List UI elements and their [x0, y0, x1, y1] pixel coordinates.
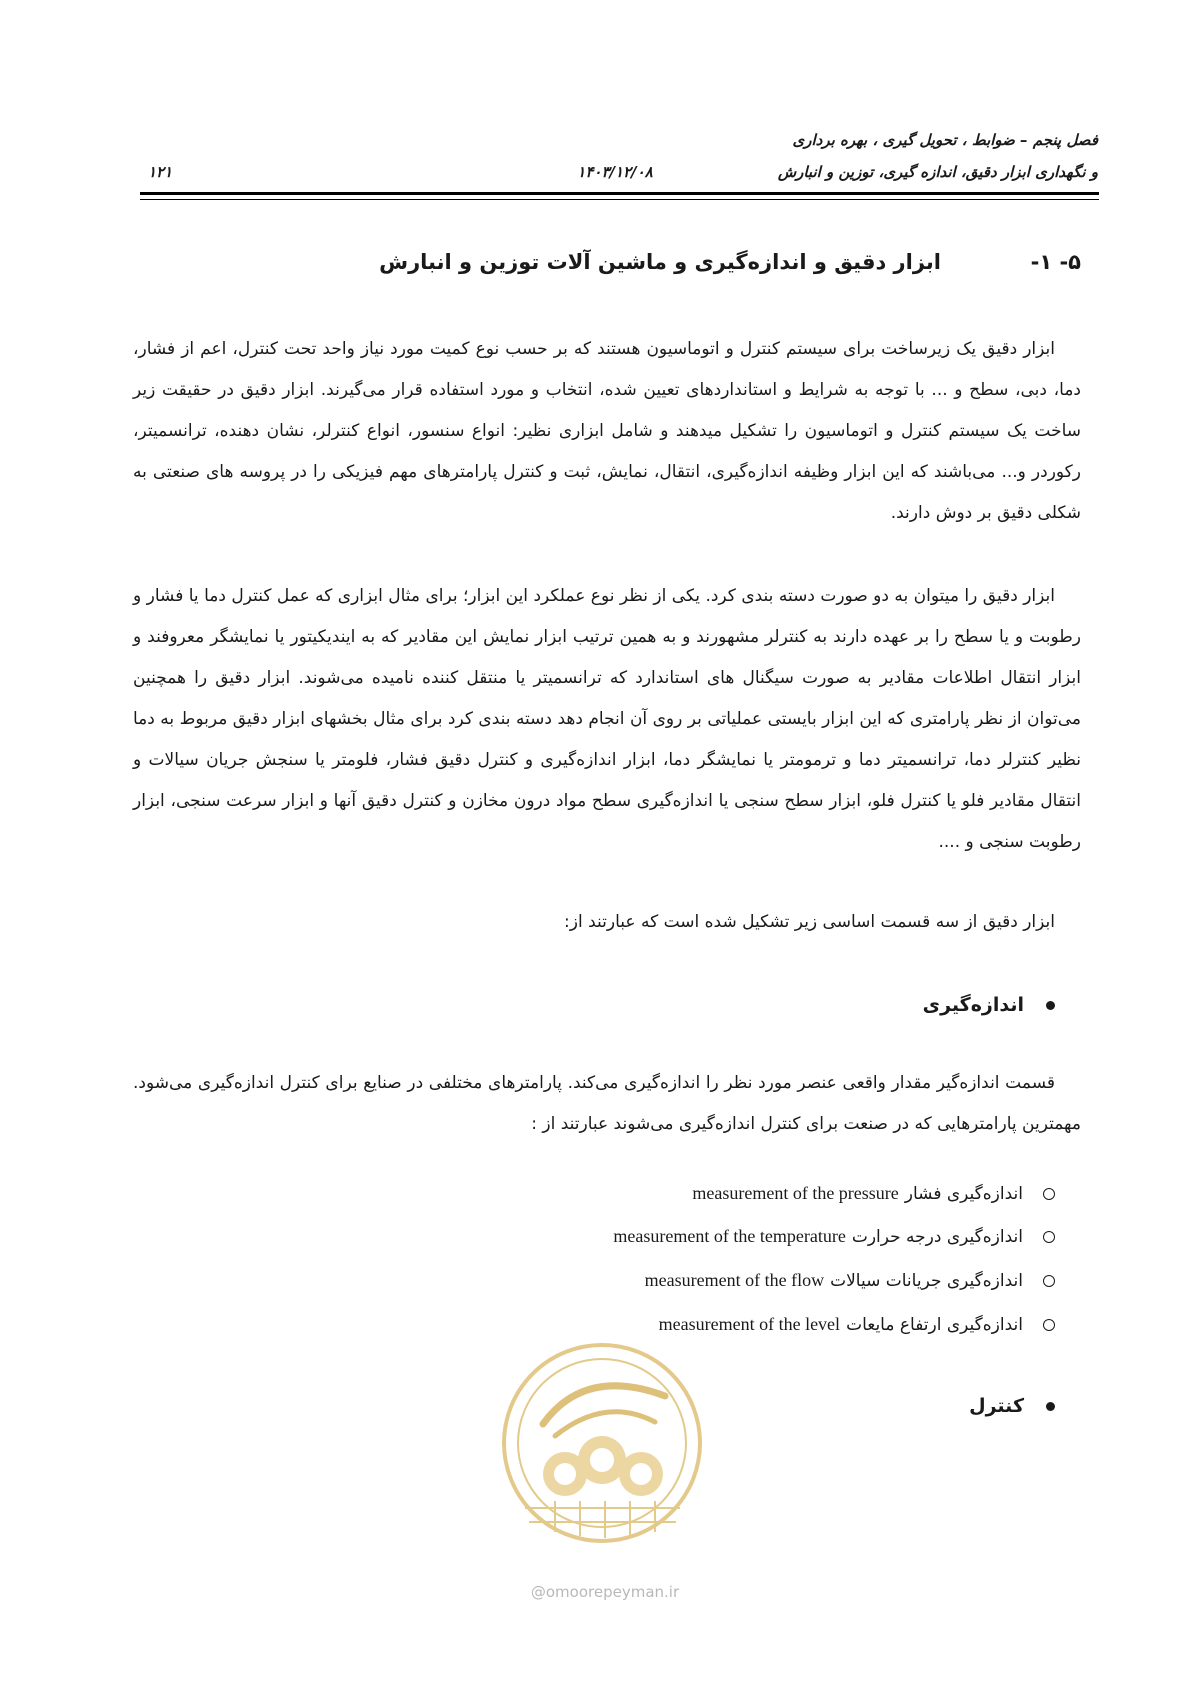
measurement-item — [692, 1183, 1055, 1204]
measurement-item-fa: اندازه‌گیری درجه حرارت — [851, 1227, 1023, 1247]
measurement-item-fa: اندازه‌گیری جریانات سیالات — [830, 1271, 1023, 1291]
paragraph-3 — [133, 1063, 1081, 1145]
page-number: ۱۲۱ — [148, 163, 173, 181]
bullet-measurement-label: اندازه‌گیری — [922, 994, 1024, 1016]
measurement-item-en: measurement of the temperature — [613, 1226, 846, 1246]
section-title: ابزار دقیق و اندازه‌گیری و ماشین آلات توزین و انبارش — [379, 250, 941, 274]
watermark-url: @omoorepeyman.ir — [530, 1583, 680, 1601]
measurement-item — [613, 1226, 1055, 1247]
measurement-item — [645, 1270, 1055, 1291]
circle-bullet-icon — [1043, 1275, 1055, 1287]
header-date: ۱۴۰۳/۱۲/۰۸ — [577, 163, 653, 181]
circle-bullet-icon — [1043, 1188, 1055, 1200]
circle-bullet-icon — [1043, 1231, 1055, 1243]
bullet-dot-icon — [1046, 1402, 1055, 1411]
bullet-control-label: کنترل — [969, 1395, 1024, 1417]
bullet-control — [969, 1395, 1055, 1417]
measurement-item — [659, 1314, 1055, 1335]
section-heading — [381, 250, 1081, 284]
measurement-item-en: measurement of the level — [658, 1314, 841, 1334]
watermark-logo-icon — [495, 1336, 710, 1551]
paragraph-2-text: ابزار دقیق را میتوان به دو صورت دسته بندی کرد. یکی از نظر نوع عملکرد این ابزار؛ برای مثال ابزاری که عمل کنترل دما یا فشار و رطوبت و یا سطح را بر عهده دارند به کنترلر مشهورند و به همین ترتیب ابزار نمایش این مقادیر که به اینديکیتور یا نمایشگر معروفند و ابزار انتقال اطلاعات مقادیر به صورت سیگنال های استاندارد که ترانسمیتر یا منتقل کننده نامیده می‌شوند. ابزار دقیق را همچنین می‌توان از نظر پارامتری که این ابزار بایستی عملیاتی بر روی آن انجام دهد دسته بندی کرد برای مثال بخشهای ابزار دقیق مربوط به دما نظیر کنترلر دما، ترانسمیتر دما و ترمومتر یا نمایشگر دما، ابزار اندازه‌گیری و کنترل دقیق فشار، فلومتر یا سنجش جریان سیالات و انتقال مقادیر فلو یا کنترل فلو، ابزار سطح سنجی یا اندازه‌گیری سطح مواد درون مخازن و کنترل دقیق آنها و ابزار سرعت سنجی، ابزار رطوبت سنجی و .... — [133, 586, 1081, 852]
three-parts-intro: ابزار دقیق از سه قسمت اساسی زیر تشکیل شده است که عبارتند از: — [564, 912, 1055, 932]
header-rule-thick — [140, 192, 1099, 195]
bullet-measurement — [923, 994, 1055, 1016]
section-number: ۵- ۱- — [1030, 250, 1081, 274]
chapter-title-line2: و نگهداری ابزار دقیق، اندازه گیری، توزین و انبارش — [777, 163, 1098, 181]
paragraph-1 — [133, 329, 1081, 534]
header-rule-thin — [140, 199, 1099, 200]
paragraph-1-text: ابزار دقیق یک زیرساخت برای سیستم کنترل و اتوماسیون هستند که بر حسب نوع کمیت مورد نیاز واحد تحت کنترل، اعم از فشار، دما، دبی، سطح و ... با توجه به شرایط و استانداردهای تعیین شده، انتخاب و مورد استفاده قرار می‌گیرند. ابزار دقیق در حقیقت زیر ساخت یک سیستم کنترل و اتوماسیون را تشکیل میدهند و شامل ابزاری نظیر: انواع سنسور، انواع کنترلر، نشان دهنده، ترانسمیتر، رکوردر و... می‌باشند که این ابزار وظیفه اندازه‌گیری، انتقال، نمایش، ثبت و کنترل پارامترهای مهم فیزیکی را در پروسه های صنعتی به شکلی دقیق بر دوش دارند. — [133, 339, 1081, 523]
circle-bullet-icon — [1043, 1319, 1055, 1331]
chapter-title-line1: فصل پنجم – ضوابط ، تحویل گیری ، بهره برداری — [792, 131, 1098, 149]
measurement-item-en: measurement of the flow — [644, 1270, 825, 1290]
measurement-item-en: measurement of the pressure — [692, 1183, 899, 1203]
measurement-item-fa: اندازه‌گیری فشار — [904, 1184, 1023, 1204]
paragraph-3-text: قسمت اندازه‌گیر مقدار واقعی عنصر مورد نظر را اندازه‌گیری می‌کند. پارامترهای مختلفی در صنایع برای کنترل اندازه‌گیری می‌شود. مهمترین پارامترهایی که در صنعت برای کنترل اندازه‌گیری می‌شوند عبارتند از : — [133, 1073, 1081, 1134]
measurement-item-fa: اندازه‌گیری ارتفاع مایعات — [846, 1315, 1023, 1335]
paragraph-2 — [133, 576, 1081, 863]
bullet-dot-icon — [1046, 1001, 1055, 1010]
